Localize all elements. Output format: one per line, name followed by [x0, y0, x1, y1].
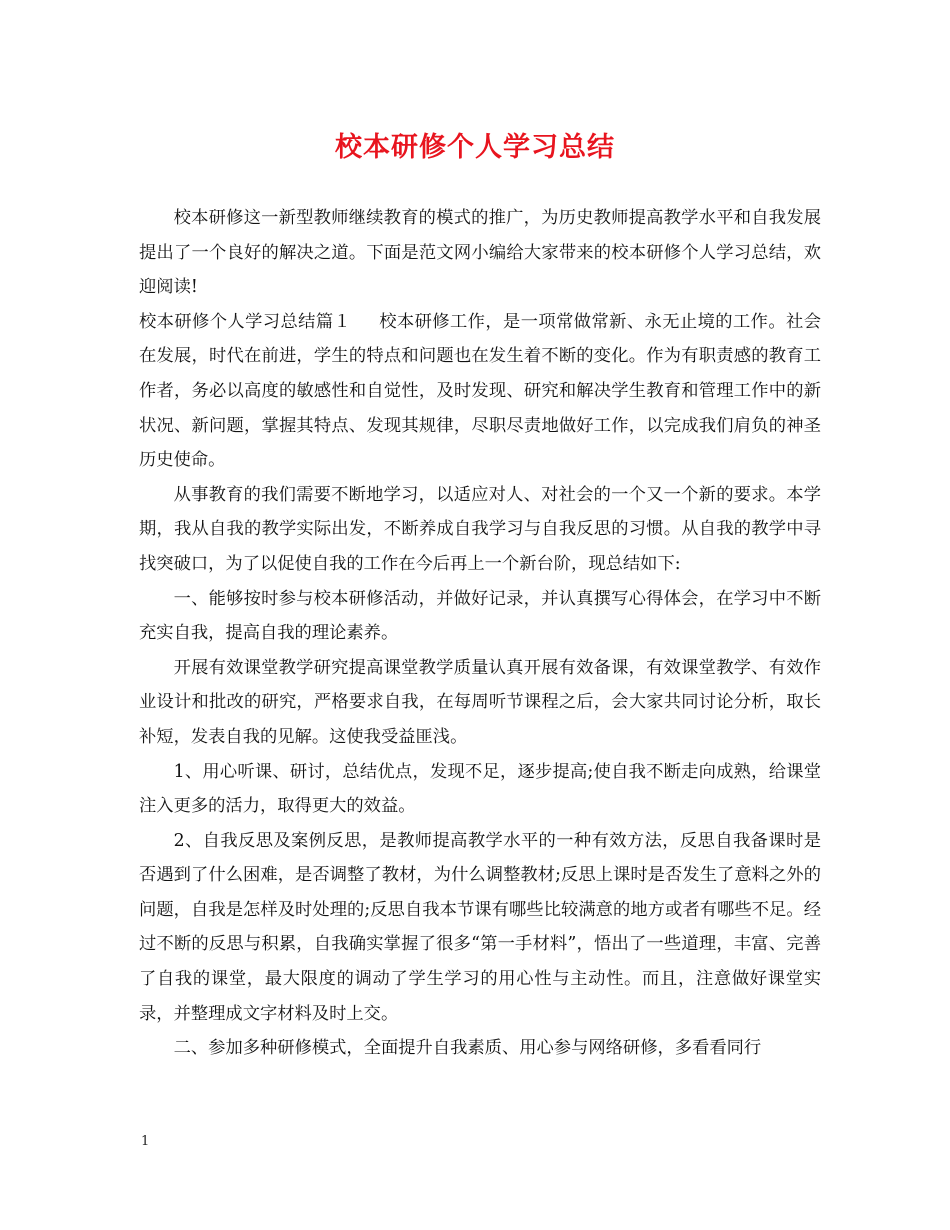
intro-paragraph: 校本研修这一新型教师继续教育的模式的推广，为历史教师提高教学水平和自我发展提出了一个良好的解决之道。下面是范文网小编给大家带来的校本研修个人学习总结，欢迎阅读! [139, 208, 821, 298]
page-number: 1 [141, 1134, 150, 1149]
body-paragraph-4: 1、用心听课、研讨，总结优点，发现不足，逐步提高;使自我不断走向成熟，给课堂注入更多的活力，取得更大的效益。 [139, 761, 821, 817]
body-paragraph-6: 二、参加多种研修模式，全面提升自我素质、用心参与网络研修，多看看同行 [173, 1038, 762, 1059]
section-heading: 校本研修个人学习总结篇１ [139, 311, 352, 332]
section-paragraph [139, 305, 821, 478]
body-paragraph-1: 从事教育的我们需要不断地学习，以适应对人、对社会的一个又一个新的要求。本学期，我从自我的教学实际出发，不断养成自我学习与自我反思的习惯。从自我的教学中寻找突破口，为了以促使自我的工作在今后再上一个新台阶，现总结如下: [139, 484, 821, 574]
body-paragraph-3: 开展有效课堂教学研究提高课堂教学质量认真开展有效备课，有效课堂教学、有效作业设计和批改的研究，严格要求自我，在每周听节课程之后，会大家共同讨论分析，取长补短，发表自我的见解。这使我受益匪浅。 [139, 657, 821, 747]
body-paragraph-2: 一、能够按时参与校本研修活动，并做好记录，并认真撰写心得体会，在学习中不断充实自我，提高自我的理论素养。 [139, 588, 821, 644]
section-first-text: 校本研修工作，是一项常做常新、永无止境的工作。社会在发展，时代在前进，学生的特点和问题也在发生着不断的变化。作为有职责感的教育工作者，务必以高度的敏感性和自觉性，及时发现、研究和解决学生教育和管理工作中的新状况、新问题，掌握其特点、发现其规律，尽职尽责地做好工作，以完成我们肩负的神圣历史使命。 [139, 311, 821, 471]
body-paragraph-5: 2、自我反思及案例反思，是教师提高教学水平的一种有效方法，反思自我备课时是否遇到了什么困难，是否调整了教材，为什么调整教材;反思上课时是否发生了意料之外的问题，自我是怎样及时处理的;反思自我本节课有哪些比较满意的地方或者有哪些不足。经过不断的反思与积累，自我确实掌握了很多“第一手材料”，悟出了一些道理，丰富、完善了自我的课堂，最大限度的调动了学生学习的用心性与主动性。而且，注意做好课堂实录，并整理成文字材料及时上交。 [139, 830, 821, 1024]
document-body [139, 201, 821, 1066]
document-title: 校本研修个人学习总结 [335, 132, 615, 163]
